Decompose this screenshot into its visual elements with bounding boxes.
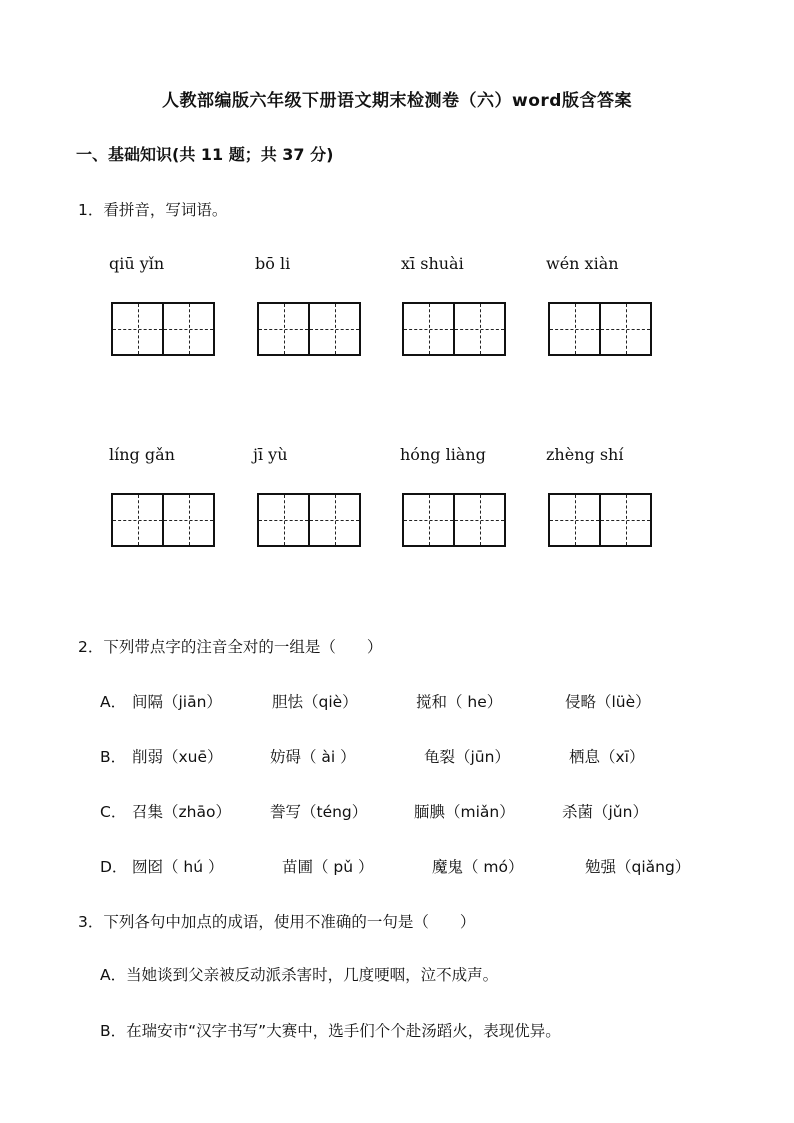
option-item: 削弱（xuē） bbox=[132, 748, 223, 766]
option-item: 腼腆（miǎn） bbox=[414, 803, 515, 821]
option-item: 魔鬼（ mó） bbox=[432, 858, 524, 876]
option-label: D． bbox=[100, 858, 128, 876]
pinyin-label: hóng liàng bbox=[400, 445, 486, 464]
question-1-prompt: 1．看拼音，写词语。 bbox=[78, 201, 228, 219]
grid-cell[interactable] bbox=[310, 493, 361, 547]
option-item: 召集（zhāo） bbox=[132, 803, 231, 821]
grid-cell[interactable] bbox=[455, 302, 506, 356]
writing-grid[interactable] bbox=[111, 493, 215, 547]
grid-cell[interactable] bbox=[548, 302, 601, 356]
option-item: 妨碍（ ài ） bbox=[270, 748, 356, 766]
question-3-prompt: 3．下列各句中加点的成语，使用不准确的一句是（ ） bbox=[78, 913, 476, 931]
pinyin-label: zhèng shí bbox=[546, 445, 624, 464]
option-label: B． bbox=[100, 748, 127, 766]
pinyin-label: xī shuài bbox=[401, 254, 464, 273]
option-label: C． bbox=[100, 803, 127, 821]
grid-cell[interactable] bbox=[601, 493, 652, 547]
writing-grid[interactable] bbox=[548, 493, 652, 547]
pinyin-label: wén xiàn bbox=[546, 254, 619, 273]
writing-grid[interactable] bbox=[257, 302, 361, 356]
option-item: 龟裂（jūn） bbox=[424, 748, 510, 766]
grid-cell[interactable] bbox=[111, 493, 164, 547]
option-item: 勉强（qiǎng） bbox=[585, 858, 691, 876]
grid-cell[interactable] bbox=[257, 493, 310, 547]
option-item: 誊写（téng） bbox=[270, 803, 368, 821]
writing-grid[interactable] bbox=[111, 302, 215, 356]
option-item: 搅和（ he） bbox=[416, 693, 503, 711]
grid-cell[interactable] bbox=[402, 493, 455, 547]
grid-cell[interactable] bbox=[455, 493, 506, 547]
writing-grid[interactable] bbox=[402, 493, 506, 547]
grid-cell[interactable] bbox=[111, 302, 164, 356]
grid-cell[interactable] bbox=[310, 302, 361, 356]
writing-grid[interactable] bbox=[402, 302, 506, 356]
writing-grid[interactable] bbox=[257, 493, 361, 547]
option-item: B．在瑞安市“汉字书写”大赛中，选手们个个赴汤蹈火，表现优异。 bbox=[100, 1022, 561, 1040]
pinyin-label: jī yù bbox=[253, 445, 288, 464]
option-item: 囫囵（ hú ） bbox=[132, 858, 224, 876]
pinyin-label: líng gǎn bbox=[109, 445, 175, 464]
grid-cell[interactable] bbox=[548, 493, 601, 547]
option-item: 杀菌（jǔn） bbox=[562, 803, 648, 821]
writing-grid[interactable] bbox=[548, 302, 652, 356]
option-item: 间隔（jiān） bbox=[132, 693, 222, 711]
option-item: 栖息（xī） bbox=[569, 748, 645, 766]
document-title: 人教部编版六年级下册语文期末检测卷（六）word版含答案 bbox=[162, 91, 632, 111]
section-heading: 一、基础知识(共 11 题；共 37 分) bbox=[76, 145, 334, 164]
grid-cell[interactable] bbox=[402, 302, 455, 356]
option-item: 苗圃（ pǔ ） bbox=[282, 858, 374, 876]
option-label: A． bbox=[100, 693, 127, 711]
pinyin-label: bō li bbox=[255, 254, 291, 273]
grid-cell[interactable] bbox=[164, 302, 215, 356]
option-item: A．当她谈到父亲被反动派杀害时，几度哽咽，泣不成声。 bbox=[100, 966, 499, 984]
question-2-prompt: 2．下列带点字的注音全对的一组是（ ） bbox=[78, 638, 383, 656]
grid-cell[interactable] bbox=[257, 302, 310, 356]
option-item: 侵略（lüè） bbox=[565, 693, 651, 711]
grid-cell[interactable] bbox=[164, 493, 215, 547]
option-item: 胆怯（qiè） bbox=[272, 693, 358, 711]
grid-cell[interactable] bbox=[601, 302, 652, 356]
pinyin-label: qiū yǐn bbox=[109, 254, 165, 273]
